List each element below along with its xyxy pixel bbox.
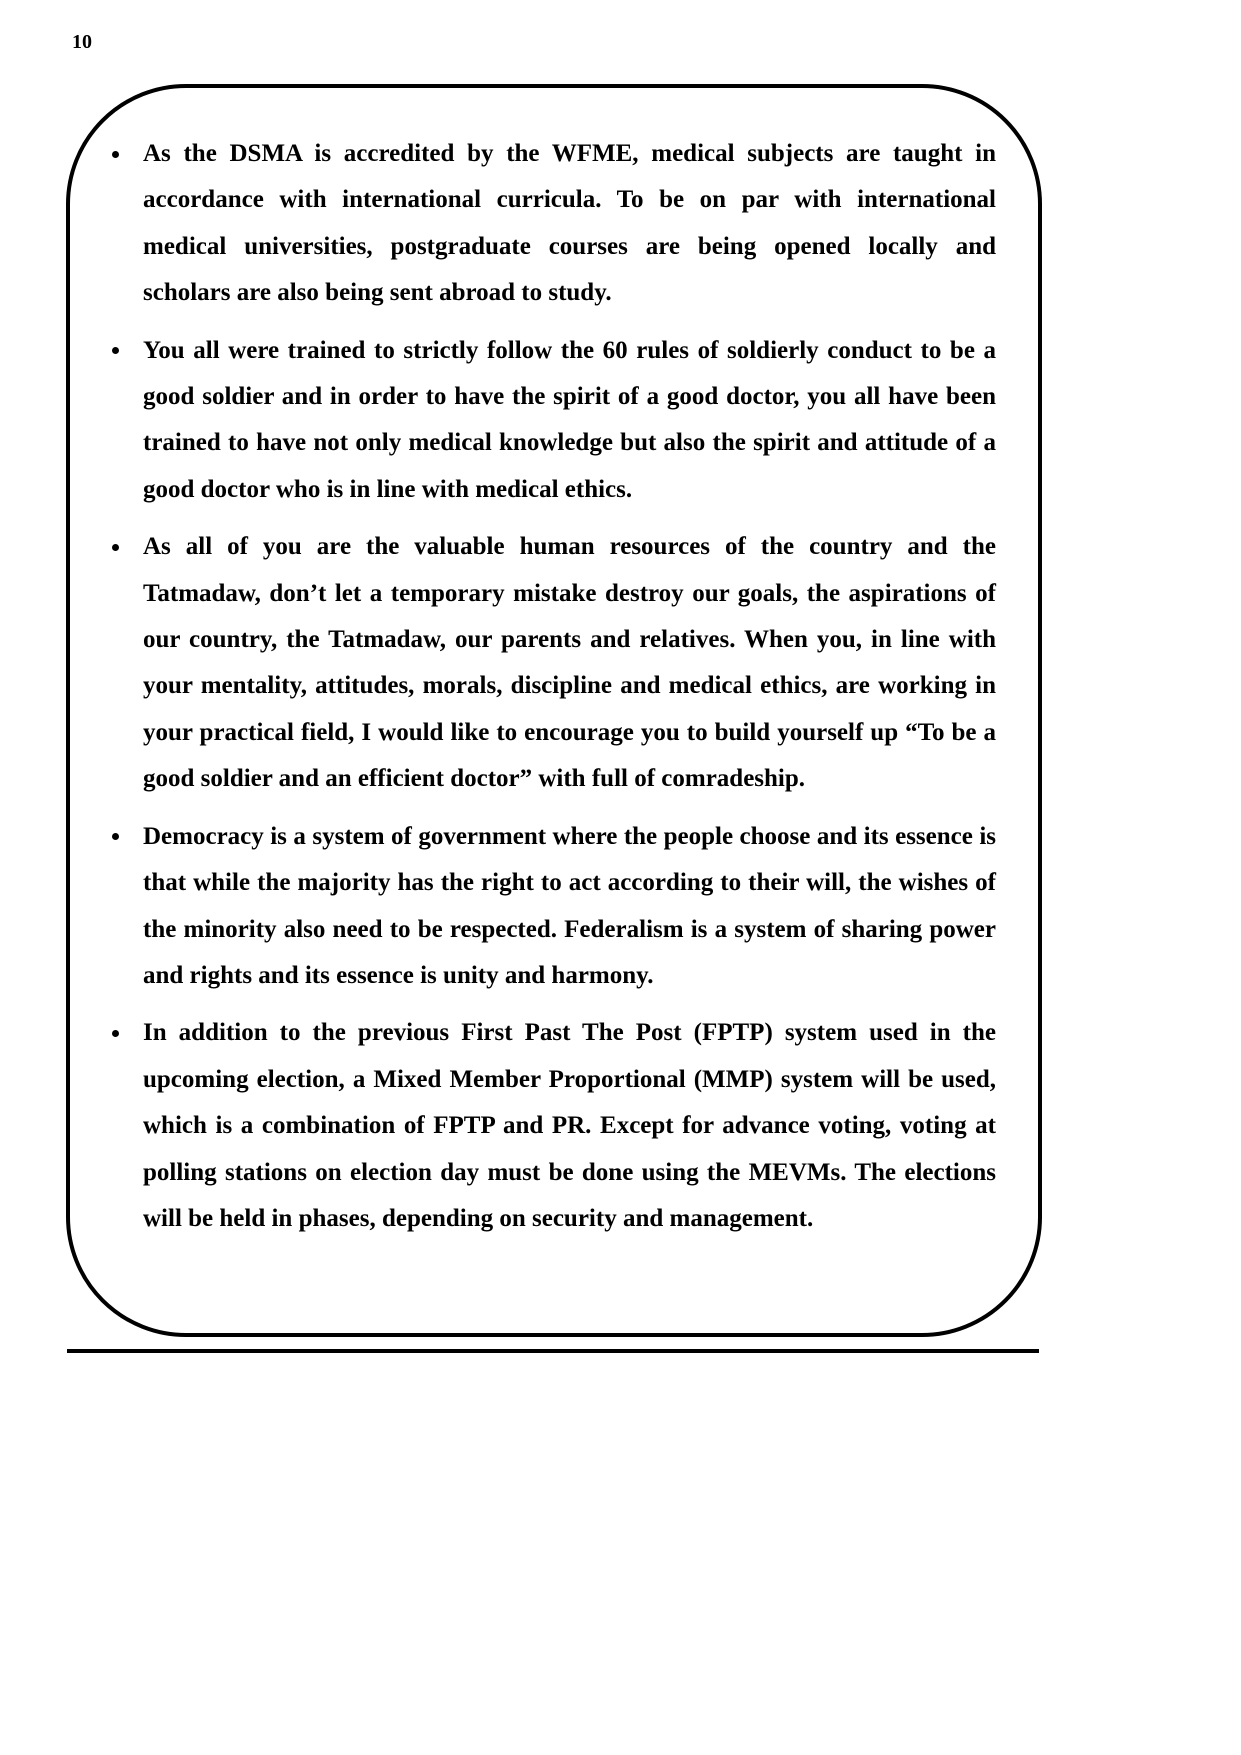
bullet-text: As the DSMA is accredited by the WFME, medical subjects are taught in accordance with international curricula. To be on par with international medical universities, postgraduate courses are being opened locally and scholars are also being sent abroad to study. (143, 140, 996, 307)
bullet-text: As all of you are the valuable human resources of the country and the Tatmadaw, don’t let a temporary mistake destroy our goals, the aspirations of our country, the Tatmadaw, our parents and relatives. When you, in line with your mentality, attitudes, morals, discipline and medical ethics, are working in your practical field, I would like to encourage you to build yourself up “To be a good soldier and an efficient doctor” with full of comradeship. (143, 533, 996, 793)
bullet-item (110, 814, 996, 1000)
bullet-text: You all were trained to strictly follow the 60 rules of soldierly conduct to be a good soldier and in order to have the spirit of a good doctor, you all have been trained to have not only medical knowledge but also the spirit and attitude of a good doctor who is in line with medical ethics. (143, 336, 996, 503)
bullet-list (110, 131, 996, 1253)
bullet-icon (110, 1010, 120, 1056)
bullet-icon (110, 814, 120, 860)
bullet-text: In addition to the previous First Past The Post (FPTP) system used in the upcoming election, a Mixed Member Proportional (MMP) system will be used, which is a combination of FPTP and PR. Except for advance voting, voting at polling stations on election day must be done using the MEVMs. The elections will be held in phases, depending on security and management. (143, 1019, 996, 1232)
bullet-item (110, 524, 996, 802)
bullet-icon (110, 524, 120, 570)
page-number: 10 (72, 31, 92, 53)
bullet-text: Democracy is a system of government where the people choose and its essence is that while the majority has the right to act according to their will, the wishes of the minority also need to be respected. Federalism is a system of sharing power and rights and its essence is unity and harmony. (143, 822, 996, 989)
bullet-item (110, 328, 996, 514)
bullet-icon (110, 131, 120, 177)
bullet-item (110, 1010, 996, 1242)
bottom-rule-divider (67, 1349, 1039, 1353)
bullet-icon (110, 328, 120, 374)
bullet-item (110, 131, 996, 317)
